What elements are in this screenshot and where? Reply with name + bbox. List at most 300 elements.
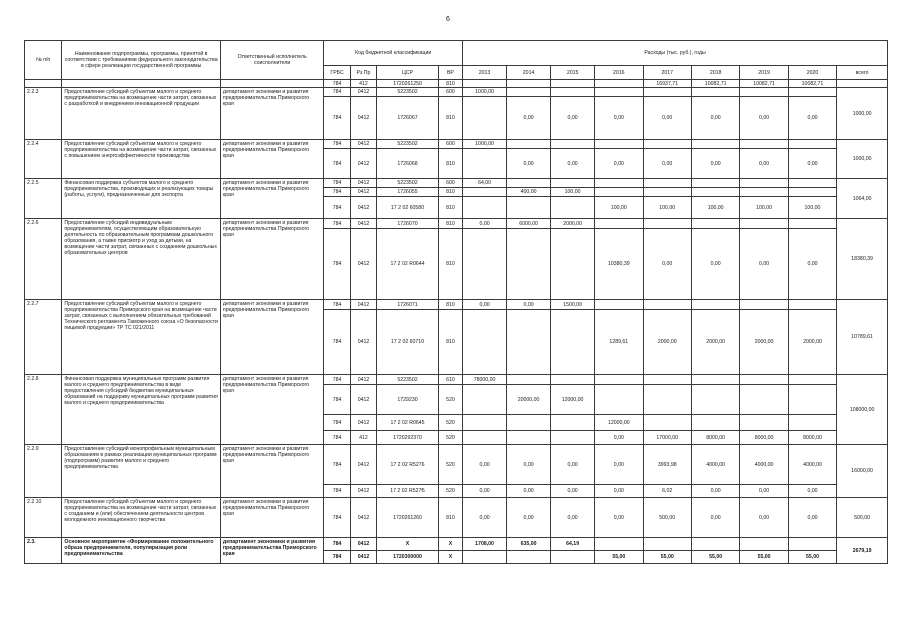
header-rzpr: Рз Пр bbox=[350, 66, 376, 80]
cell-total: 500,00 bbox=[837, 498, 888, 538]
cell-grbs: 784 bbox=[324, 229, 350, 300]
cell-total: 1000,00 bbox=[837, 88, 888, 140]
cell-csr: 17 2 02 R0644 bbox=[377, 229, 439, 300]
cell-csr: X bbox=[377, 538, 439, 551]
table-row bbox=[25, 445, 888, 485]
header-year: 2014 bbox=[507, 66, 551, 80]
cell-year-value bbox=[643, 385, 691, 415]
cell-year-value bbox=[463, 149, 507, 179]
cell-year-value: 0,00 bbox=[551, 149, 595, 179]
cell-csr: 1726071 bbox=[377, 300, 439, 310]
cell-year-value: 100,00 bbox=[595, 197, 643, 219]
cell-csr: 17 2 02 R527Б bbox=[377, 485, 439, 498]
cell-year-value bbox=[595, 375, 643, 385]
cell-year-value: 2000,00 bbox=[691, 310, 739, 375]
cell-rzpr: 0412 bbox=[350, 445, 376, 485]
cell-grbs: 784 bbox=[324, 385, 350, 415]
cell-year-value bbox=[691, 140, 739, 149]
cell-year-value bbox=[595, 538, 643, 551]
cell-year-value: 0,00 bbox=[691, 485, 739, 498]
cell-year-value: 0,00 bbox=[595, 445, 643, 485]
cell-year-value: 55,00 bbox=[643, 551, 691, 564]
cell-year-value bbox=[507, 197, 551, 219]
cell-year-value bbox=[691, 219, 739, 229]
cell-year-value bbox=[551, 229, 595, 300]
cell-year-value bbox=[788, 188, 836, 197]
cell-year-value: 0,00 bbox=[507, 149, 551, 179]
cell-year-value: 10380,39 bbox=[595, 229, 643, 300]
cell-year-value: 2000,00 bbox=[788, 310, 836, 375]
cell-year-value: 12000,00 bbox=[551, 385, 595, 415]
cell-year-value bbox=[643, 179, 691, 188]
cell-csr: 1720261260 bbox=[377, 498, 439, 538]
cell-vr: 610 bbox=[438, 375, 462, 385]
cell-year-value: 0,00 bbox=[643, 229, 691, 300]
cell-csr: 1720300000 bbox=[377, 551, 439, 564]
cell-csr: 5223502 bbox=[377, 88, 439, 97]
cell-vr: 600 bbox=[438, 179, 462, 188]
cell-year-value: 2000,00 bbox=[643, 310, 691, 375]
cell-vr: 810 bbox=[438, 219, 462, 229]
table-row bbox=[25, 88, 888, 97]
cell-year-value: 10082,71 bbox=[788, 80, 836, 88]
cell-year-value: 0,00 bbox=[463, 445, 507, 485]
cell-year-value: 0,00 bbox=[595, 498, 643, 538]
cell-vr: 810 bbox=[438, 229, 462, 300]
cell-year-value: 17000,00 bbox=[643, 431, 691, 445]
cell-rzpr: 0412 bbox=[350, 551, 376, 564]
cell-year-value bbox=[740, 179, 788, 188]
cell-year-value: 10082,71 bbox=[691, 80, 739, 88]
cell-year-value bbox=[740, 219, 788, 229]
cell-year-value: 1500,00 bbox=[551, 300, 595, 310]
cell-year-value: 0,00 bbox=[463, 300, 507, 310]
cell-year-value bbox=[595, 140, 643, 149]
cell-year-value bbox=[551, 140, 595, 149]
cell-rzpr: 0412 bbox=[350, 310, 376, 375]
cell-year-value: 0,00 bbox=[643, 149, 691, 179]
cell-year-value: 400,00 bbox=[507, 188, 551, 197]
cell-year-value: 16937,71 bbox=[643, 80, 691, 88]
cell-year-value: 10082,71 bbox=[740, 80, 788, 88]
cell-year-value: 0,00 bbox=[788, 485, 836, 498]
cell-year-value bbox=[643, 140, 691, 149]
row-executor bbox=[220, 80, 323, 88]
cell-vr: 810 bbox=[438, 300, 462, 310]
cell-vr: 600 bbox=[438, 88, 462, 97]
cell-grbs: 784 bbox=[324, 80, 350, 88]
cell-year-value: 4000,00 bbox=[788, 445, 836, 485]
cell-vr: 520 bbox=[438, 415, 462, 431]
cell-year-value: 8000,00 bbox=[691, 431, 739, 445]
cell-year-value bbox=[788, 219, 836, 229]
cell-grbs: 784 bbox=[324, 485, 350, 498]
cell-rzpr: 0412 bbox=[350, 300, 376, 310]
table-row bbox=[25, 538, 888, 551]
cell-grbs: 784 bbox=[324, 197, 350, 219]
cell-year-value bbox=[463, 415, 507, 431]
cell-csr: 5223502 bbox=[377, 140, 439, 149]
cell-year-value: 8000,00 bbox=[788, 431, 836, 445]
cell-year-value bbox=[463, 551, 507, 564]
cell-year-value: 55,00 bbox=[740, 551, 788, 564]
row-number bbox=[25, 80, 62, 88]
cell-year-value: 100,00 bbox=[551, 188, 595, 197]
cell-year-value: 100,00 bbox=[788, 197, 836, 219]
cell-year-value: 0,00 bbox=[551, 97, 595, 140]
cell-rzpr: 0412 bbox=[350, 229, 376, 300]
cell-grbs: 784 bbox=[324, 219, 350, 229]
cell-year-value: 0,00 bbox=[551, 445, 595, 485]
header-expenses-group: Расходы (тыс. руб.), годы bbox=[463, 41, 888, 66]
cell-year-value bbox=[551, 375, 595, 385]
cell-year-value bbox=[691, 385, 739, 415]
cell-year-value: 0,00 bbox=[507, 485, 551, 498]
cell-year-value bbox=[507, 179, 551, 188]
cell-year-value bbox=[507, 310, 551, 375]
cell-rzpr: 0412 bbox=[350, 149, 376, 179]
cell-grbs: 784 bbox=[324, 415, 350, 431]
cell-grbs: 784 bbox=[324, 498, 350, 538]
table-row bbox=[25, 80, 888, 88]
row-number: 2.2.10 bbox=[25, 498, 62, 538]
cell-year-value bbox=[463, 431, 507, 445]
cell-rzpr: 0412 bbox=[350, 197, 376, 219]
cell-year-value bbox=[691, 415, 739, 431]
cell-year-value: 78000,00 bbox=[463, 375, 507, 385]
cell-year-value bbox=[788, 140, 836, 149]
cell-year-value bbox=[507, 229, 551, 300]
cell-year-value bbox=[551, 431, 595, 445]
cell-vr: X bbox=[438, 551, 462, 564]
cell-year-value: 2000,00 bbox=[551, 219, 595, 229]
cell-grbs: 784 bbox=[324, 179, 350, 188]
cell-year-value: 0,00 bbox=[788, 97, 836, 140]
cell-year-value bbox=[551, 310, 595, 375]
cell-year-value: 0,00 bbox=[740, 97, 788, 140]
header-year: 2020 bbox=[788, 66, 836, 80]
cell-year-value: 55,00 bbox=[691, 551, 739, 564]
cell-year-value bbox=[551, 80, 595, 88]
cell-grbs: 784 bbox=[324, 445, 350, 485]
cell-csr: 5223502 bbox=[377, 179, 439, 188]
row-executor: департамент экономики и развития предпринимательства Приморского края bbox=[220, 88, 323, 140]
cell-vr: 810 bbox=[438, 97, 462, 140]
cell-year-value: 0,00 bbox=[507, 300, 551, 310]
cell-year-value bbox=[691, 88, 739, 97]
cell-csr: 1720292370 bbox=[377, 431, 439, 445]
header-executor: Ответственный исполнитель соисполнители bbox=[220, 41, 323, 80]
row-executor: департамент экономики и развития предпринимательства Приморского края bbox=[220, 179, 323, 219]
cell-year-value bbox=[740, 300, 788, 310]
cell-year-value: 55,00 bbox=[595, 551, 643, 564]
cell-year-value bbox=[740, 140, 788, 149]
row-number: 2.2.3 bbox=[25, 88, 62, 140]
cell-year-value: 0,00 bbox=[507, 498, 551, 538]
cell-year-value: 0,00 bbox=[740, 149, 788, 179]
cell-csr: 1726067 bbox=[377, 97, 439, 140]
cell-year-value bbox=[643, 219, 691, 229]
cell-year-value: 0,00 bbox=[507, 97, 551, 140]
cell-csr: 17 2 02 60710 bbox=[377, 310, 439, 375]
header-year: 2017 bbox=[643, 66, 691, 80]
row-number: 2.2.6 bbox=[25, 219, 62, 300]
cell-year-value bbox=[788, 375, 836, 385]
cell-rzpr: 0412 bbox=[350, 375, 376, 385]
table-row bbox=[25, 498, 888, 538]
cell-year-value bbox=[788, 385, 836, 415]
cell-year-value bbox=[595, 188, 643, 197]
cell-year-value: 100,00 bbox=[740, 197, 788, 219]
cell-year-value: 0,00 bbox=[691, 97, 739, 140]
cell-year-value bbox=[463, 385, 507, 415]
cell-year-value bbox=[691, 179, 739, 188]
cell-year-value: 4000,00 bbox=[691, 445, 739, 485]
cell-year-value bbox=[740, 385, 788, 415]
cell-rzpr: 412 bbox=[350, 80, 376, 88]
cell-grbs: 784 bbox=[324, 140, 350, 149]
cell-year-value: 0,00 bbox=[788, 149, 836, 179]
row-name: Предоставление субсидий субъектам малого и среднего предпринимательства Приморского края на возмещение части затрат, связанных с выполнением обязательных требований Технического регламента Таможенного союза «О безопасности пищевой продукции» ТР ТС 021/2011 bbox=[62, 300, 221, 375]
cell-csr: 1726070 bbox=[377, 219, 439, 229]
cell-year-value: 0,00 bbox=[463, 219, 507, 229]
cell-rzpr: 0412 bbox=[350, 538, 376, 551]
cell-year-value bbox=[788, 415, 836, 431]
cell-year-value bbox=[507, 551, 551, 564]
cell-year-value: 64,19 bbox=[551, 538, 595, 551]
header-num: № п/п bbox=[25, 41, 62, 80]
header-year: 2018 bbox=[691, 66, 739, 80]
cell-year-value: 0,00 bbox=[463, 498, 507, 538]
row-number: 2.2.7 bbox=[25, 300, 62, 375]
row-executor: департамент экономики и развития предпринимательства Приморского края bbox=[220, 219, 323, 300]
cell-rzpr: 0412 bbox=[350, 188, 376, 197]
cell-year-value bbox=[595, 88, 643, 97]
cell-year-value: 4000,00 bbox=[740, 445, 788, 485]
cell-total: 2679,19 bbox=[837, 538, 888, 564]
cell-vr: 810 bbox=[438, 197, 462, 219]
cell-year-value bbox=[740, 375, 788, 385]
header-year: 2019 bbox=[740, 66, 788, 80]
cell-csr: 1726055 bbox=[377, 188, 439, 197]
cell-year-value: 635,00 bbox=[507, 538, 551, 551]
cell-year-value: 100,00 bbox=[691, 197, 739, 219]
cell-year-value bbox=[643, 538, 691, 551]
cell-year-value: 3993,98 bbox=[643, 445, 691, 485]
cell-year-value bbox=[463, 197, 507, 219]
cell-year-value bbox=[551, 551, 595, 564]
cell-year-value bbox=[788, 300, 836, 310]
cell-year-value bbox=[507, 415, 551, 431]
cell-grbs: 784 bbox=[324, 300, 350, 310]
row-number: 2.2.8 bbox=[25, 375, 62, 445]
row-name: Предоставление субсидий монопрофильным муниципальным образованиям в рамках реализации муниципальных программ (подпрограмм) развития малого и среднего предпринимательства bbox=[62, 445, 221, 498]
cell-year-value bbox=[551, 88, 595, 97]
table-row bbox=[25, 375, 888, 385]
cell-year-value bbox=[740, 538, 788, 551]
cell-rzpr: 0412 bbox=[350, 140, 376, 149]
cell-vr: 520 bbox=[438, 445, 462, 485]
cell-year-value bbox=[643, 415, 691, 431]
row-executor: департамент экономики и развития предпринимательства Приморского края bbox=[220, 538, 323, 564]
cell-csr: 1729230 bbox=[377, 385, 439, 415]
cell-total: 16000,00 bbox=[837, 445, 888, 498]
row-executor: департамент экономики и развития предпринимательства Приморского края bbox=[220, 140, 323, 179]
cell-year-value bbox=[463, 97, 507, 140]
header-vr: ВР bbox=[438, 66, 462, 80]
row-executor: департамент экономики и развития предпринимательства Приморского края bbox=[220, 498, 323, 538]
cell-year-value: 0,00 bbox=[507, 445, 551, 485]
cell-rzpr: 0412 bbox=[350, 385, 376, 415]
cell-year-value bbox=[788, 88, 836, 97]
cell-grbs: 784 bbox=[324, 431, 350, 445]
cell-grbs: 784 bbox=[324, 551, 350, 564]
cell-year-value bbox=[507, 80, 551, 88]
row-name: Основное мероприятие «Формирование положительного образа предпринимателя, популяризация роли предпринимательства bbox=[62, 538, 221, 564]
cell-year-value bbox=[551, 415, 595, 431]
row-name: Предоставление субсидий субъектам малого и среднего предпринимательства на возмещение части затрат, связанных с повышением энергоэффективности производства bbox=[62, 140, 221, 179]
cell-year-value: 0,00 bbox=[691, 149, 739, 179]
row-number: 2.2.9 bbox=[25, 445, 62, 498]
cell-grbs: 784 bbox=[324, 310, 350, 375]
table-row bbox=[25, 140, 888, 149]
header-year: 2016 bbox=[595, 66, 643, 80]
cell-year-value: 0,00 bbox=[463, 485, 507, 498]
cell-year-value: 0,00 bbox=[595, 431, 643, 445]
cell-year-value bbox=[691, 300, 739, 310]
cell-rzpr: 0412 bbox=[350, 88, 376, 97]
cell-year-value: 1289,61 bbox=[595, 310, 643, 375]
cell-vr: 810 bbox=[438, 80, 462, 88]
cell-year-value: 64,00 bbox=[463, 179, 507, 188]
cell-year-value: 1000,00 bbox=[463, 140, 507, 149]
cell-year-value: 500,00 bbox=[643, 498, 691, 538]
table-row bbox=[25, 179, 888, 188]
row-name: Предоставление субсидий индивидуальным предпринимателям, осуществляющим образовательную деятельность по образовательным программам дошкольного образования, а также присмотр и уход за детьми, на возмещение части затрат, связанных с созданием дошкольных образовательных центров bbox=[62, 219, 221, 300]
cell-rzpr: 0412 bbox=[350, 485, 376, 498]
cell-year-value bbox=[643, 375, 691, 385]
row-number: 2.3. bbox=[25, 538, 62, 564]
cell-year-value: 8000,00 bbox=[740, 431, 788, 445]
cell-csr: 17 2 02 R5276 bbox=[377, 445, 439, 485]
cell-total: 18380,39 bbox=[837, 219, 888, 300]
cell-csr: 1726068 bbox=[377, 149, 439, 179]
cell-csr: 17 2 02 R0645 bbox=[377, 415, 439, 431]
cell-rzpr: 0412 bbox=[350, 179, 376, 188]
cell-year-value: 0,00 bbox=[595, 485, 643, 498]
cell-grbs: 784 bbox=[324, 97, 350, 140]
table-body bbox=[25, 80, 888, 564]
cell-rzpr: 0412 bbox=[350, 415, 376, 431]
cell-grbs: 784 bbox=[324, 538, 350, 551]
header-code-group: Код бюджетной классификации bbox=[324, 41, 463, 66]
cell-year-value bbox=[507, 140, 551, 149]
cell-year-value: 2000,00 bbox=[740, 310, 788, 375]
cell-csr: 5223502 bbox=[377, 375, 439, 385]
cell-year-value: 1708,00 bbox=[463, 538, 507, 551]
row-executor: департамент экономики и развития предпринимательства Приморского края bbox=[220, 445, 323, 498]
row-name: Финансовая поддержка субъектов малого и среднего предпринимательства, производящих и реализующих товары (работы, услуги), предназначенные для экспорта bbox=[62, 179, 221, 219]
header-csr: ЦСР bbox=[377, 66, 439, 80]
cell-grbs: 784 bbox=[324, 188, 350, 197]
cell-year-value: 0,00 bbox=[595, 97, 643, 140]
header-year: 2015 bbox=[551, 66, 595, 80]
cell-year-value: 0,00 bbox=[691, 229, 739, 300]
cell-year-value: 12000,00 bbox=[595, 415, 643, 431]
cell-year-value bbox=[507, 431, 551, 445]
cell-year-value bbox=[463, 80, 507, 88]
cell-year-value bbox=[551, 197, 595, 219]
cell-rzpr: 0412 bbox=[350, 498, 376, 538]
cell-total: 10789,61 bbox=[837, 300, 888, 375]
row-number: 2.2.5 bbox=[25, 179, 62, 219]
cell-year-value bbox=[788, 179, 836, 188]
cell-year-value bbox=[740, 415, 788, 431]
cell-year-value bbox=[507, 88, 551, 97]
cell-year-value bbox=[595, 300, 643, 310]
cell-vr: X bbox=[438, 538, 462, 551]
cell-year-value: 0,00 bbox=[551, 498, 595, 538]
cell-vr: 520 bbox=[438, 485, 462, 498]
cell-csr: 17 2 02 60580 bbox=[377, 197, 439, 219]
cell-vr: 600 bbox=[438, 140, 462, 149]
cell-year-value: 0,00 bbox=[691, 498, 739, 538]
header-name: Наименование подпрограммы, программы, принятой в соответствии с требованиями федерального законодательства в сфере реализации государственной программы bbox=[62, 41, 221, 80]
cell-csr: 1720261250 bbox=[377, 80, 439, 88]
cell-year-value bbox=[643, 188, 691, 197]
cell-vr: 810 bbox=[438, 310, 462, 375]
row-executor: департамент экономики и развития предпринимательства Приморского края bbox=[220, 375, 323, 445]
header-year: 2013 bbox=[463, 66, 507, 80]
cell-total: 108000,00 bbox=[837, 375, 888, 445]
page-number: 6 bbox=[446, 16, 450, 23]
row-number: 2.2.4 bbox=[25, 140, 62, 179]
cell-rzpr: 0412 bbox=[350, 97, 376, 140]
cell-vr: 810 bbox=[438, 498, 462, 538]
table-row bbox=[25, 300, 888, 310]
cell-year-value: 0,00 bbox=[740, 498, 788, 538]
cell-year-value: 0,00 bbox=[740, 229, 788, 300]
cell-year-value bbox=[551, 179, 595, 188]
cell-year-value: 0,00 bbox=[788, 229, 836, 300]
cell-grbs: 784 bbox=[324, 375, 350, 385]
cell-year-value bbox=[691, 375, 739, 385]
cell-rzpr: 412 bbox=[350, 431, 376, 445]
cell-year-value bbox=[507, 375, 551, 385]
budget-table bbox=[24, 40, 888, 564]
cell-year-value bbox=[595, 179, 643, 188]
cell-year-value bbox=[595, 385, 643, 415]
cell-year-value: 100,00 bbox=[643, 197, 691, 219]
table-row bbox=[25, 219, 888, 229]
cell-year-value bbox=[595, 80, 643, 88]
cell-vr: 520 bbox=[438, 431, 462, 445]
row-name: Финансовая поддержка муниципальных программ развития малого и среднего предпринимательства в виде предоставления субсидий бюджетам муниципальных образований на поддержку муниципальных программ развития малого и среднего предпринимательства bbox=[62, 375, 221, 445]
cell-total: 1000,00 bbox=[837, 140, 888, 179]
cell-year-value bbox=[740, 88, 788, 97]
cell-year-value bbox=[691, 538, 739, 551]
cell-total bbox=[837, 80, 888, 88]
row-name: Предоставление субсидий субъектам малого и среднего предпринимательства на возмещение части затрат, связанных с разработкой и внедрением инновационной продукции bbox=[62, 88, 221, 140]
cell-year-value bbox=[463, 229, 507, 300]
cell-year-value: 0,00 bbox=[643, 97, 691, 140]
row-executor: департамент экономики и развития предпринимательства Приморского края bbox=[220, 300, 323, 375]
cell-year-value: 20000,00 bbox=[507, 385, 551, 415]
cell-year-value: 0,00 bbox=[595, 149, 643, 179]
cell-year-value bbox=[691, 188, 739, 197]
cell-year-value: 55,00 bbox=[788, 551, 836, 564]
cell-year-value: 6,02 bbox=[643, 485, 691, 498]
